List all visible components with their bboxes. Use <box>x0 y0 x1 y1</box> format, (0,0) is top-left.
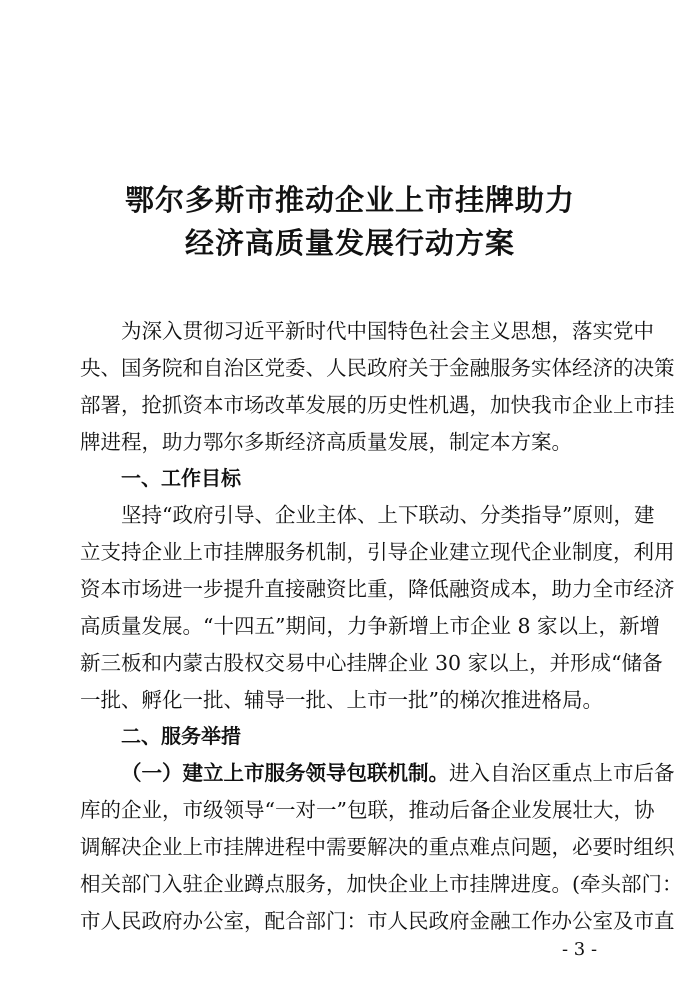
section2-first-line-text: 进入自治区重点上市后备 <box>449 761 675 785</box>
section2-paragraph-line: 相关部门入驻企业蹲点服务，加快企业上市挂牌进度。(牵头部门： <box>80 872 683 896</box>
section1-paragraph-line: 立支持企业上市挂牌服务机制，引导企业建立现代企业制度，利用 <box>80 540 675 564</box>
section-heading-work-goals: 一、工作目标 <box>121 466 241 490</box>
section1-paragraph-line: 资本市场进一步提升直接融资比重，降低融资成本，助力全市经济 <box>80 577 675 601</box>
intro-paragraph-line: 部署，抢抓资本市场改革发展的历史性机遇，加快我市企业上市挂 <box>80 393 675 417</box>
section2-paragraph-line: 库的企业，市级领导“一对一”包联，推动后备企业发展壮大，协 <box>80 798 655 822</box>
document-title-line-2: 经济高质量发展行动方案 <box>184 226 515 260</box>
section1-paragraph-line: 新三板和内蒙古股权交易中心挂牌企业 30 家以上，并形成“储备 <box>80 651 663 675</box>
section2-paragraph-first-line <box>121 759 675 787</box>
page-number: - 3 - <box>562 939 598 960</box>
section1-paragraph-line: 坚持“政府引导、企业主体、上下联动、分类指导”原则，建 <box>121 503 655 527</box>
section1-paragraph-line: 一批、孵化一批、辅导一批、上市一批”的梯次推进格局。 <box>80 688 603 712</box>
section2-paragraph-line: 市人民政府办公室，配合部门：市人民政府金融工作办公室及市直 <box>80 909 675 933</box>
intro-paragraph-line: 牌进程，助力鄂尔多斯经济高质量发展，制定本方案。 <box>80 430 572 454</box>
section-heading-service-measures: 二、服务举措 <box>121 724 241 748</box>
intro-paragraph-line: 央、国务院和自治区党委、人民政府关于金融服务实体经济的决策 <box>80 356 675 380</box>
intro-paragraph-line: 为深入贯彻习近平新时代中国特色社会主义思想，落实党中 <box>121 319 654 343</box>
section2-paragraph-line: 调解决企业上市挂牌进程中需要解决的重点难点问题，必要时组织 <box>80 835 675 859</box>
section2-subheading: （一）建立上市服务领导包联机制。 <box>121 761 449 785</box>
section1-paragraph-line: 高质量发展。“十四五”期间，力争新增上市企业 8 家以上，新增 <box>80 614 661 638</box>
document-title-line-1: 鄂尔多斯市推动企业上市挂牌助力 <box>124 183 575 217</box>
